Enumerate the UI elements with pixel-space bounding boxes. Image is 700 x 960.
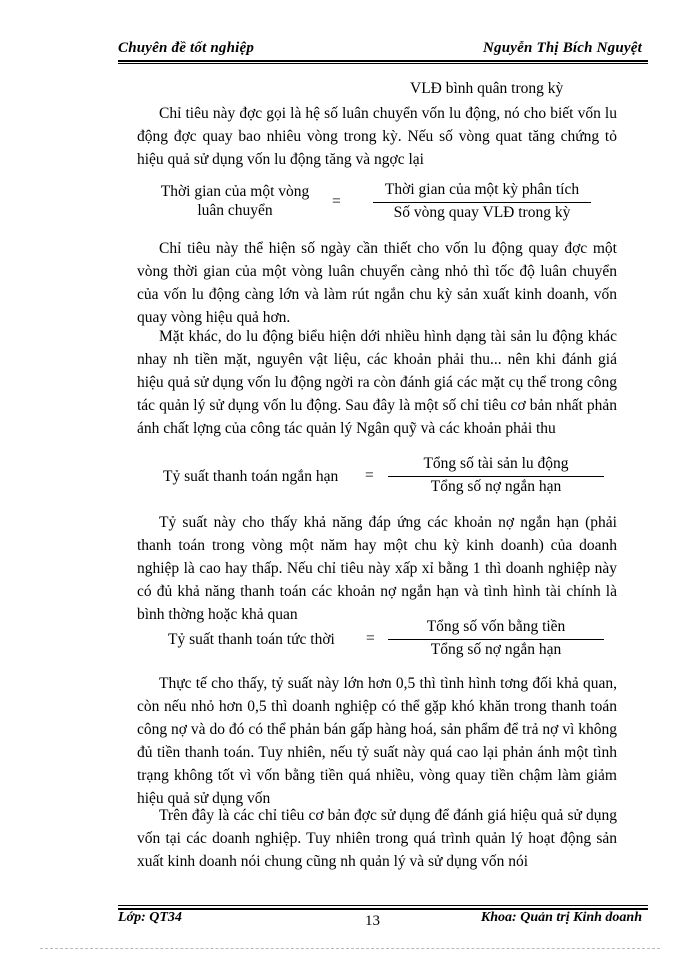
header-left: Chuyên đề tốt nghiệp — [118, 40, 255, 56]
paragraph-4-text: Tỷ suất này cho thấy khả năng đáp ứng các khoản nợ ngắn hạn (phải thanh toán trong vòng một năm hay một chu kỳ kinh doanh) của doanh nghiệp là cao hay thấp. Nếu chỉ tiêu này xấp xỉ bằng 1 thì doanh nghiệp này có đủ khả năng thanh toán các khoản nợ ngắn hạn và tình hình tài chính là bình thờng hoặc khả quan — [137, 514, 617, 623]
paragraph-1 — [137, 102, 617, 171]
paragraph-5 — [137, 672, 617, 810]
formula-2-fraction-bar — [388, 476, 604, 477]
formula-1-label-line1: Thời gian của một vòng — [160, 183, 310, 200]
formula-1-numerator: Thời gian của một kỳ phân tích — [384, 181, 580, 198]
top-denominator-fragment: VLĐ bình quân trong kỳ — [410, 80, 564, 97]
formula-1-equals: = — [332, 193, 341, 210]
footer-rule-thin — [118, 905, 648, 906]
formula-1-label-line2: luân chuyển — [197, 202, 273, 219]
header-rule-thin — [118, 63, 648, 64]
header-right: Nguyễn Thị Bích Nguyệt — [483, 40, 642, 56]
formula-3-equals: = — [366, 630, 375, 647]
paragraph-3-text: Mặt khác, do lu động biểu hiện dới nhiều hình dạng tài sản lu động khác nhay nh tiền mặt, nguyên vật liệu, các khoản phải thu... nên khi đánh giá hiệu quả sử dụng vốn lu động ngời ra còn đánh giá các mặt cụ thể trong công tác quản lý sử dụng vốn lu động. Sau đây là một số chỉ tiêu cơ bản nhất phản ánh chất lợng của công tác quản lý Ngân quỹ và các khoản phải thu — [137, 328, 617, 437]
page-number: 13 — [365, 913, 380, 929]
formula-3-numerator: Tổng số vốn bằng tiền — [426, 618, 566, 635]
formula-2-label: Tỷ suất thanh toán ngắn hạn — [163, 468, 339, 485]
footer-left: Lớp: QT34 — [118, 910, 182, 925]
formula-1-label — [140, 182, 330, 220]
paragraph-1-text: Chỉ tiêu này đợc gọi là hệ số luân chuyển vốn lu động, nó cho biết vốn lu động đợc quay bao nhiêu vòng trong kỳ. Nếu số vòng quat tăng chứng tỏ hiệu quả sử dụng vốn lu động tăng và ngợc lại — [137, 105, 617, 168]
formula-3-label: Tỷ suất thanh toán tức thời — [168, 631, 335, 648]
paragraph-3 — [137, 325, 617, 440]
formula-1-denominator: Số vòng quay VLĐ trong kỳ — [393, 204, 571, 221]
footer-right: Khoa: Quản trị Kinh doanh — [480, 910, 642, 925]
formula-2-denominator: Tổng số nợ ngắn hạn — [430, 478, 562, 495]
formula-2-numerator: Tổng số tài sản lu động — [423, 455, 569, 472]
paragraph-6-text: Trên đây là các chỉ tiêu cơ bản đợc sử dụng để đánh giá hiệu quả sử dụng vốn tại các doanh nghiệp. Tuy nhiên trong quá trình quản lý hoạt động sản xuất kinh doanh nói chung cũng nh quản lý và sử dụng vốn nói — [137, 807, 617, 870]
page-edge-dashed-line — [40, 948, 660, 949]
formula-1-fraction-bar — [373, 202, 591, 203]
paragraph-2-text: Chỉ tiêu này thể hiện số ngày cần thiết cho vốn lu động quay đợc một vòng thời gian của một vòng luân chuyển càng nhỏ thì tốc độ luân chuyển của vốn lu động càng lớn và làm rút ngắn chu kỳ sản xuất kinh doanh, vốn quay vòng hiệu quả hơn. — [137, 240, 617, 326]
formula-3-fraction-bar — [388, 639, 604, 640]
formula-2-equals: = — [365, 467, 374, 484]
formula-3-denominator: Tổng số nợ ngắn hạn — [430, 641, 562, 658]
paragraph-5-text: Thực tế cho thấy, tỷ suất này lớn hơn 0,5 thì tình hình tơng đối khả quan, còn nếu nhỏ hơn 0,5 thì doanh nghiệp có thể gặp khó khăn trong thanh toán công nợ và do đó có thể phản bán gấp hàng hoá, sản phẩm để trả nợ vì không đủ tiền thanh toán. Tuy nhiên, nếu tỷ suất này quá cao lại phản ánh một tình trạng không tốt vì vốn bằng tiền quá nhiều, vòng quay tiền chậm làm giảm hiệu quả sử dụng vốn — [137, 675, 617, 807]
header-rule — [118, 60, 648, 62]
paragraph-4 — [137, 511, 617, 626]
paragraph-2 — [137, 237, 617, 329]
paragraph-6 — [137, 804, 617, 873]
